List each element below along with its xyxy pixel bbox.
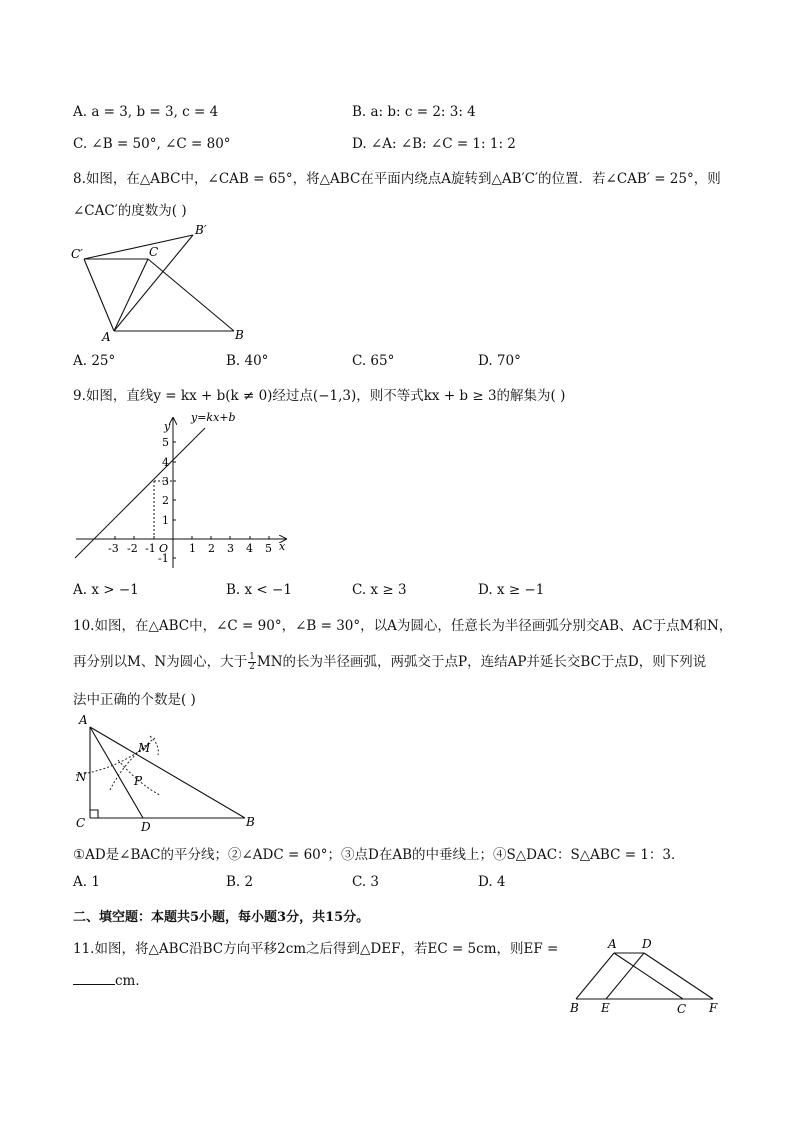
q9-x-tick-label: 4 <box>246 542 253 555</box>
q10-statements: ①AD是∠BAC的平分线；②∠ADC = 60°；③点D在AB的中垂线上；④S△DAC：S△ABC = 1：3． <box>73 847 685 863</box>
section-2-title: 二、填空题：本题共5小题，每小题3分，共15分。 <box>73 910 370 925</box>
q11-label-e: E <box>601 1001 610 1015</box>
q10-label-p: P <box>134 774 143 788</box>
q9-option-c: C. x ≥ 3 <box>352 582 407 598</box>
q11-label-a: A <box>608 937 617 951</box>
q9-y-tick-label: 3 <box>162 475 169 488</box>
q8-label-a: A <box>102 330 111 344</box>
q10-option-c: C. 3 <box>352 874 380 890</box>
q9-x-axis-label: x <box>279 540 286 553</box>
q8-option-d: D. 70° <box>478 353 521 369</box>
q9-y-tick-label: 4 <box>162 456 169 469</box>
q9-stem: 9.如图，直线y = kx + b(k ≠ 0)经过点(−1,3)，则不等式kx + b ≥ 3的解集为( ) <box>73 388 566 404</box>
q11-stem-line1: 11.如图，将△ABC沿BC方向平移2cm之后得到△DEF，若EC = 5cm，则EF = <box>73 941 559 957</box>
q8-option-b: B. 40° <box>226 353 269 369</box>
q10-option-b: B. 2 <box>226 874 254 890</box>
q8-label-b-prime: B′ <box>195 223 207 237</box>
q9-line-label: y=kx+b <box>191 411 236 424</box>
q11-label-f: F <box>709 1001 718 1015</box>
q10-fraction-numerator: 1 <box>249 652 255 662</box>
q9-y-tick-label: 5 <box>162 436 169 449</box>
q9-y-tick-label: -1 <box>158 552 169 565</box>
q11-segment-d-f <box>644 953 713 999</box>
q9-y-tick-label: 1 <box>162 514 169 527</box>
q10-label-n: N <box>76 770 87 784</box>
q10-option-a: A. 1 <box>73 874 100 890</box>
q9-x-tick-label: -1 <box>145 542 156 555</box>
q9-x-tick-label: -3 <box>108 542 119 555</box>
q9-x-tick-label: 1 <box>189 542 196 555</box>
q11-unit: cm． <box>115 973 149 989</box>
q10-stem-line2-pre: 再分别以M、N为圆心，大于 <box>73 654 248 670</box>
q10-stem-line2-post: MN的长为半径画弧，两弧交于点P，连结AP并延长交BC于点D，则下列说 <box>256 654 707 670</box>
q7-option-a: A. a = 3, b = 3, c = 4 <box>73 104 219 120</box>
q8-label-c-prime: C′ <box>71 247 83 261</box>
q9-x-tick-label: 5 <box>265 542 272 555</box>
q9-x-tick-label: 2 <box>208 542 215 555</box>
q8-option-a: A. 25° <box>73 353 116 369</box>
q10-stem-line1: 10.如图，在△ABC中，∠C = 90°，∠B = 30°，以A为圆心，任意长为半径画弧分别交AB、AC于点M和N， <box>73 618 733 634</box>
q10-option-d: D. 4 <box>478 874 506 890</box>
q11-label-c: C <box>677 1002 687 1016</box>
q9-y-axis-label: y <box>164 420 171 433</box>
q7-option-d: D. ∠A: ∠B: ∠C = 1: 1: 2 <box>352 136 516 152</box>
q7-option-c: C. ∠B = 50°, ∠C = 80° <box>73 136 231 152</box>
q7-option-b: B. a: b: c = 2: 3: 4 <box>352 104 476 120</box>
q11-label-b: B <box>570 1001 579 1015</box>
q9-option-d: D. x ≥ −1 <box>478 582 545 598</box>
q9-origin-label: O <box>159 542 169 555</box>
q10-stem-line3: 法中正确的个数是( ) <box>73 692 196 708</box>
q8-stem-line2: ∠CAC′的度数为( ) <box>73 203 187 219</box>
q8-option-c: C. 65° <box>352 353 395 369</box>
q8-label-b: B <box>235 328 244 342</box>
q10-label-b: B <box>246 815 255 829</box>
q10-label-a: A <box>79 713 88 727</box>
q11-segment-b-a <box>576 953 614 999</box>
q10-label-d: D <box>141 820 151 834</box>
q9-option-b: B. x < −1 <box>226 582 292 598</box>
q8-label-c: C <box>149 245 159 259</box>
q11-label-d: D <box>642 937 652 951</box>
q9-x-tick-label: 3 <box>227 542 234 555</box>
q9-x-tick-label: -2 <box>127 542 138 555</box>
q10-fraction-denominator: 2 <box>249 662 255 672</box>
q9-option-a: A. x > −1 <box>73 582 139 598</box>
q8-stem-line1: 8.如图，在△ABC中，∠CAB = 65°，将△ABC在平面内绕点A旋转到△AB′C′的位置．若∠CAB′ = 25°，则 <box>73 171 721 187</box>
q10-label-c: C <box>76 816 86 830</box>
q10-label-m: M <box>138 741 151 755</box>
q9-y-tick-label: 2 <box>162 494 169 507</box>
